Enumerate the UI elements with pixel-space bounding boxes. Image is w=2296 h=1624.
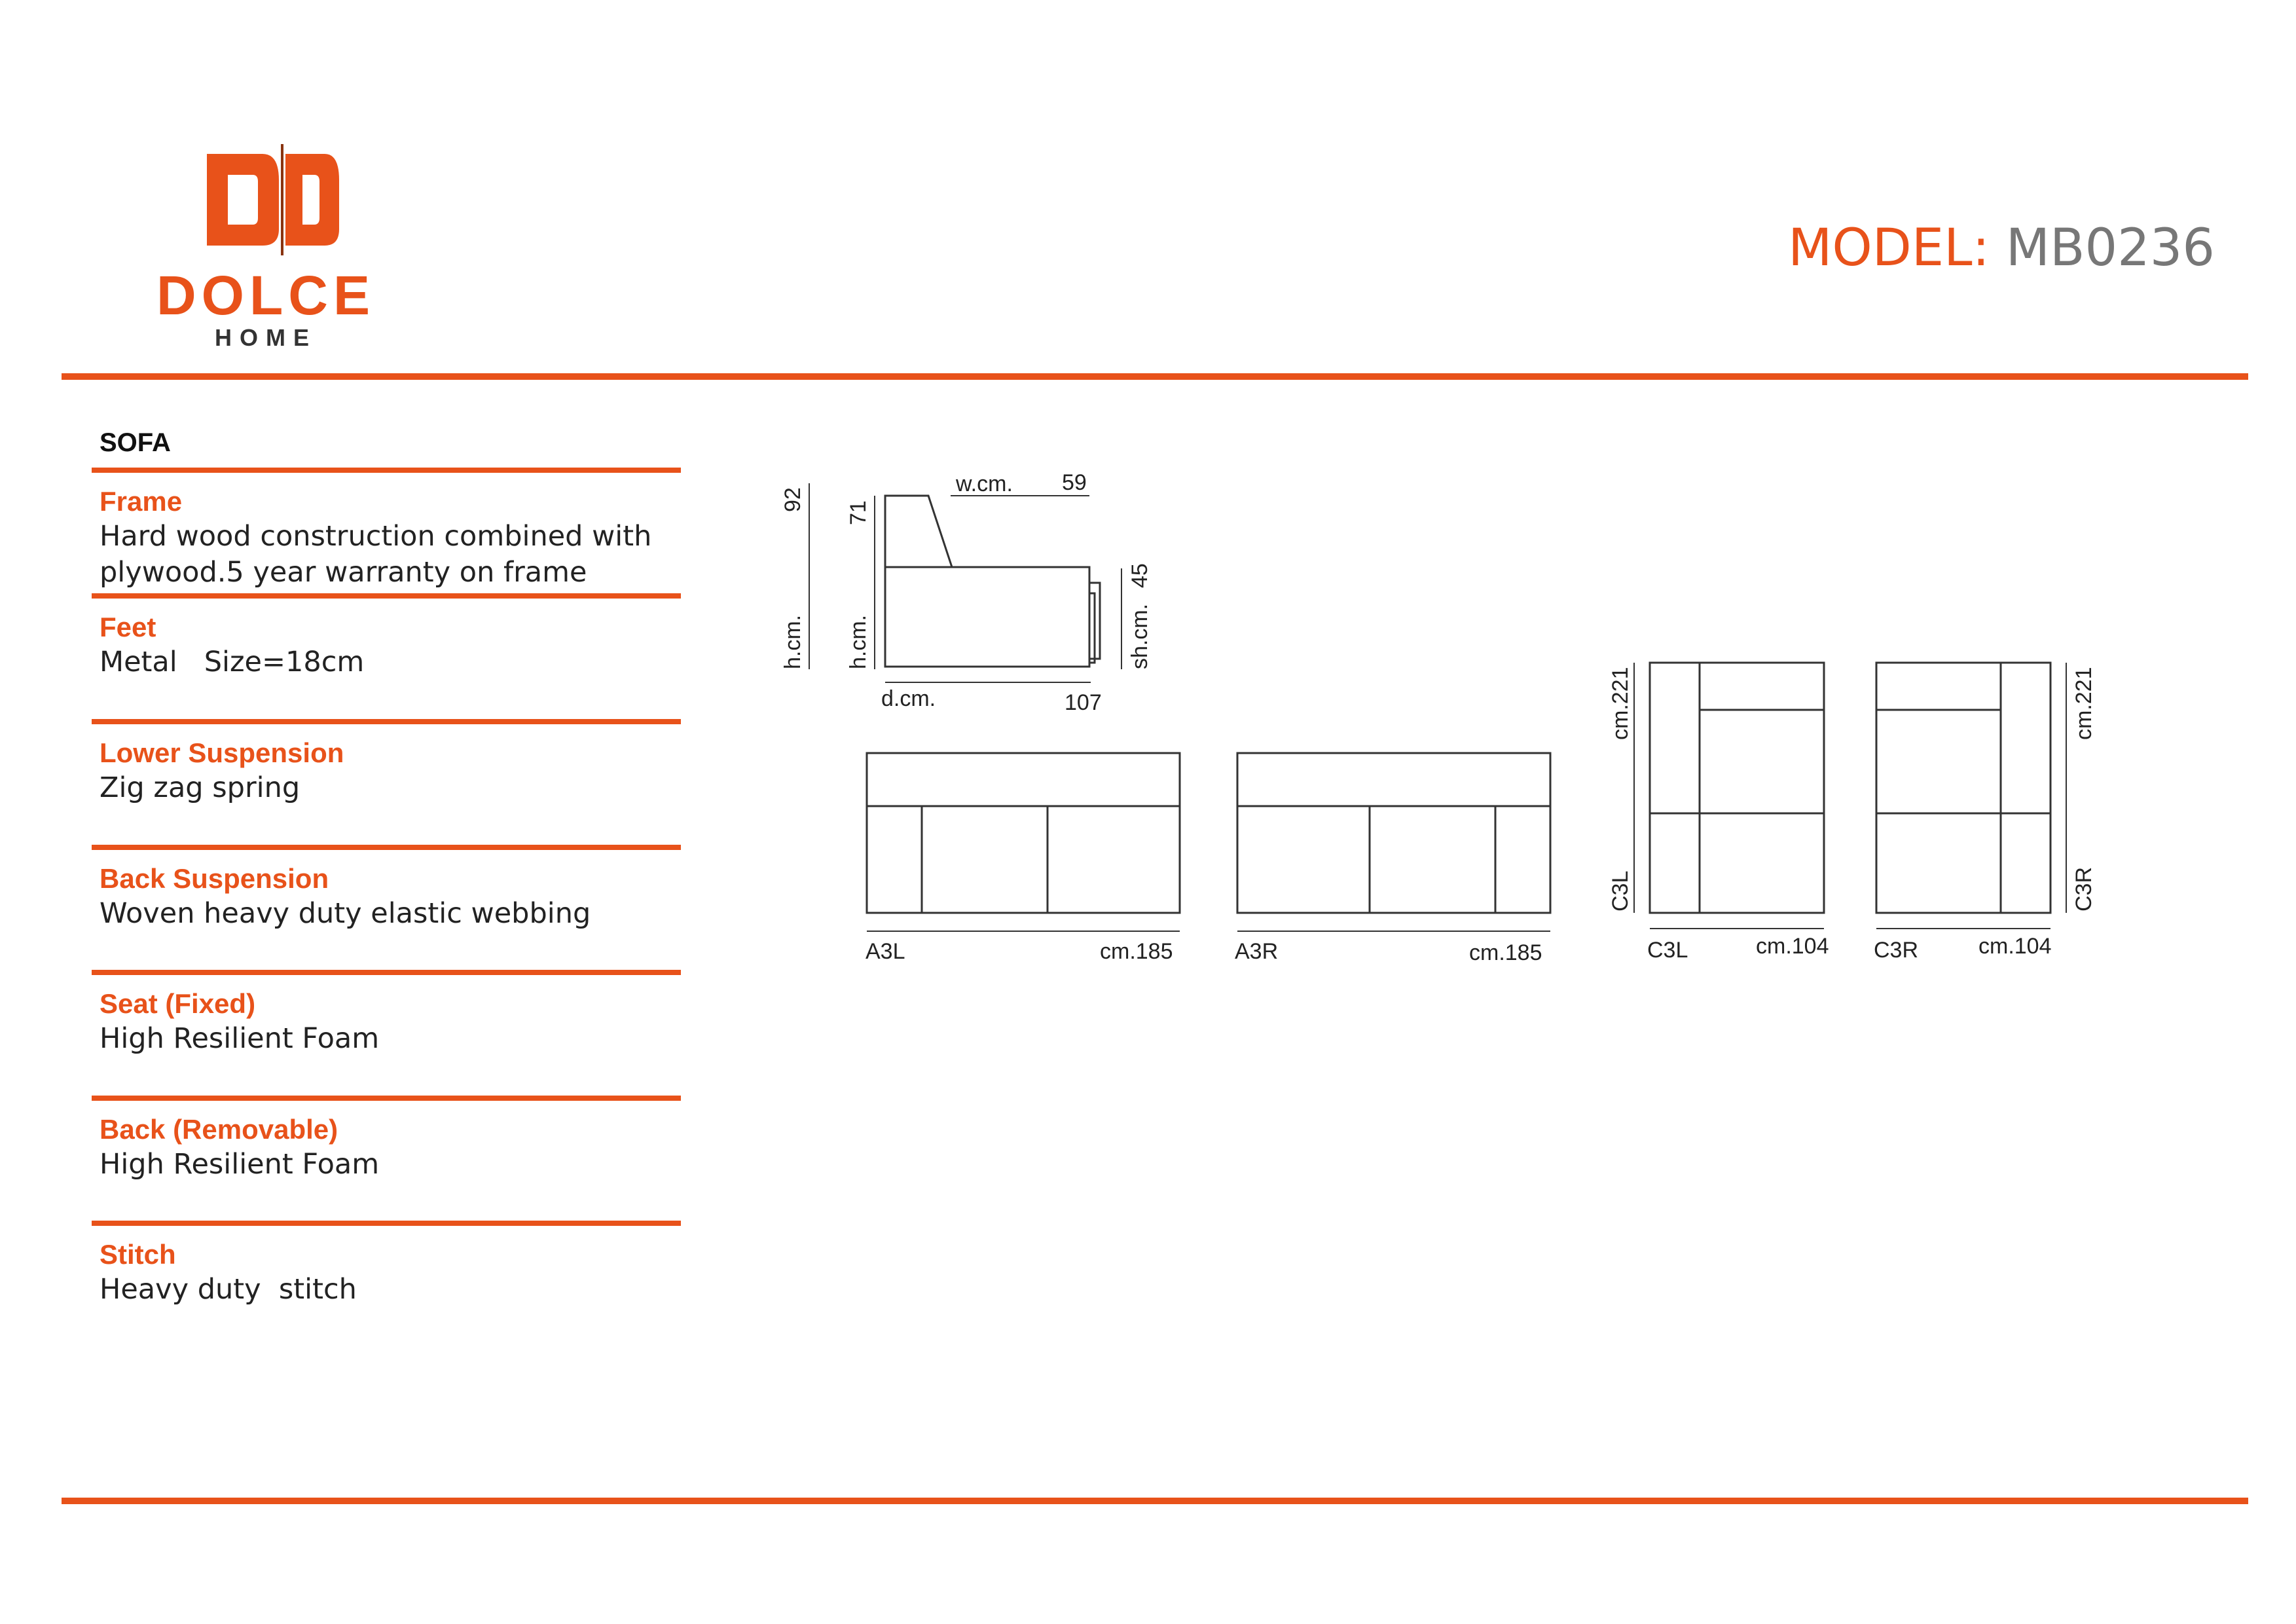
module-a3l-drawing [867, 753, 1180, 931]
spec-text: Hard wood construction combined with plywood.5 year warranty on frame [100, 520, 652, 589]
dim-back-height-value: 71 [846, 500, 871, 525]
dim-width-label: w.cm. [956, 471, 1013, 496]
dim-total-height-value: 92 [780, 487, 805, 512]
module-a3r-drawing [1237, 753, 1550, 931]
spec-heading: Lower Suspension [100, 737, 344, 768]
spec-text: Woven heavy duty elastic webbing [100, 897, 591, 930]
module-a3l-code: A3L [866, 939, 905, 964]
module-c3r-depth: cm.221 [2071, 667, 2096, 740]
spec-heading: Feet [100, 612, 156, 642]
spec-heading: Seat (Fixed) [100, 988, 256, 1019]
spec-heading: Stitch [100, 1239, 176, 1270]
module-c3l-drawing [1634, 663, 1824, 929]
spec-title: SOFA [100, 428, 171, 457]
spec-text: High Resilient Foam [100, 1022, 380, 1055]
module-c3l-depth: cm.221 [1608, 667, 1633, 740]
module-c3l-code: C3L [1647, 938, 1688, 963]
footer-divider [62, 1498, 2248, 1504]
dim-seat-height-value: 45 [1127, 563, 1152, 588]
spec-heading: Back Suspension [100, 863, 329, 894]
spec-text: Heavy duty stitch [100, 1273, 357, 1306]
module-c3l-side-code: C3L [1608, 870, 1633, 912]
model-number: MB0236 [2005, 219, 2215, 278]
dim-depth-value: 107 [1065, 690, 1102, 715]
model-label: MODEL: [1788, 219, 1990, 278]
dim-seat-height-label: sh.cm. [1127, 603, 1152, 669]
dim-total-height-label: h.cm. [780, 614, 805, 669]
module-c3r-code: C3R [1874, 938, 1919, 963]
module-c3r-side-code: C3R [2071, 866, 2096, 912]
module-a3r-width: cm.185 [1469, 940, 1542, 965]
dim-depth-label: d.cm. [881, 686, 936, 711]
spec-heading: Frame [100, 486, 183, 517]
spec-text: Metal Size=18cm [100, 646, 365, 678]
brand-name: DOLCE [156, 265, 375, 326]
spec-text: High Resilient Foam [100, 1148, 380, 1181]
spec-text: Zig zag spring [100, 771, 301, 804]
dim-back-height-label: h.cm. [846, 614, 871, 669]
brand-subtitle: HOME [215, 324, 317, 351]
spec-heading: Back (Removable) [100, 1114, 338, 1145]
module-c3r-drawing [1876, 663, 2066, 929]
module-c3r-width: cm.104 [1978, 934, 2052, 959]
module-c3l-width: cm.104 [1756, 934, 1829, 959]
dim-width-value: 59 [1062, 470, 1087, 495]
module-a3l-width: cm.185 [1100, 939, 1173, 964]
module-a3r-code: A3R [1235, 939, 1279, 964]
